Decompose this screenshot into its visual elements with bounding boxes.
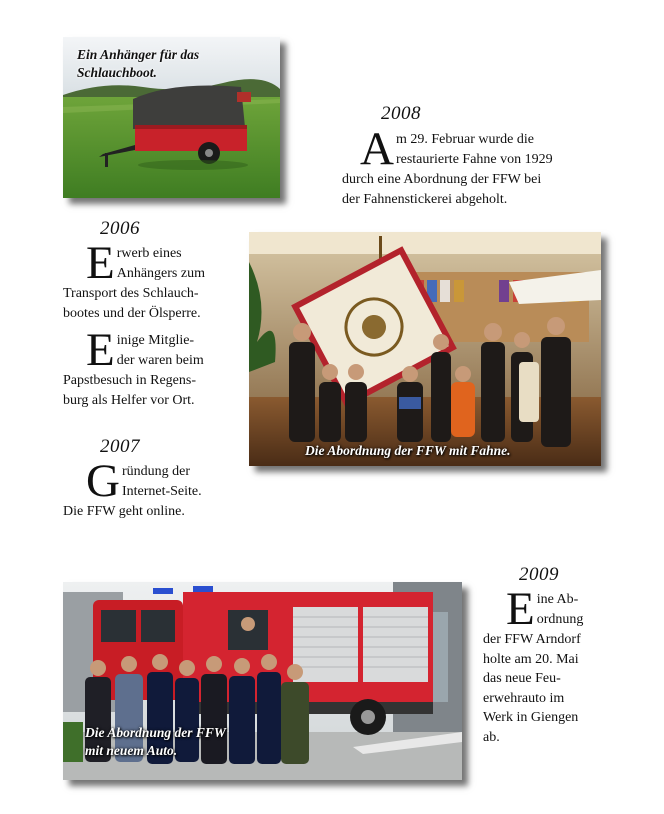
entry-2007-dropcap: G xyxy=(86,455,120,507)
year-2008: 2008 xyxy=(381,103,421,124)
entry-2009-text: E ine Ab- ordnung der FFW Arndorf holte am 20. Mai das neue Feu- erwehrauto im Werk in Giengen ab. xyxy=(483,583,584,745)
year-2009: 2009 xyxy=(519,564,559,585)
entry-2006a-text: E rwerb eines Anhängers zum Transport des Schlauch- bootes und der Ölsperre. xyxy=(63,237,205,321)
entry-2008-dropcap: A xyxy=(360,123,394,175)
entry-2007-text: G ründung der Internet-Seite. Die FFW geht online. xyxy=(63,455,202,519)
entry-2006a-dropcap: E xyxy=(86,237,115,289)
flag-photo xyxy=(249,232,601,466)
entry-2006b-text: E inige Mitglie- der waren beim Papstbesuch in Regens- burg als Helfer vor Ort. xyxy=(63,324,204,408)
year-2006: 2006 xyxy=(100,218,140,239)
entry-2008-text: A m 29. Februar wurde die restaurierte Fahne von 1929 durch eine Abordnung der FFW bei der Fahnenstickerei abgeholt. xyxy=(342,123,553,207)
trailer-photo-caption: Ein Anhänger für das Schlauchboot. xyxy=(77,47,200,80)
truck-photo-caption: Die Abordnung der FFW mit neuem Auto. xyxy=(85,725,226,758)
year-2007: 2007 xyxy=(100,436,140,457)
entry-2006b-dropcap: E xyxy=(86,324,115,376)
truck-photo xyxy=(63,582,462,780)
entry-2009-dropcap: E xyxy=(506,583,535,635)
flag-photo-image xyxy=(249,232,601,466)
trailer-photo xyxy=(63,37,280,198)
flag-photo-caption: Die Abordnung der FFW mit Fahne. xyxy=(305,443,511,458)
